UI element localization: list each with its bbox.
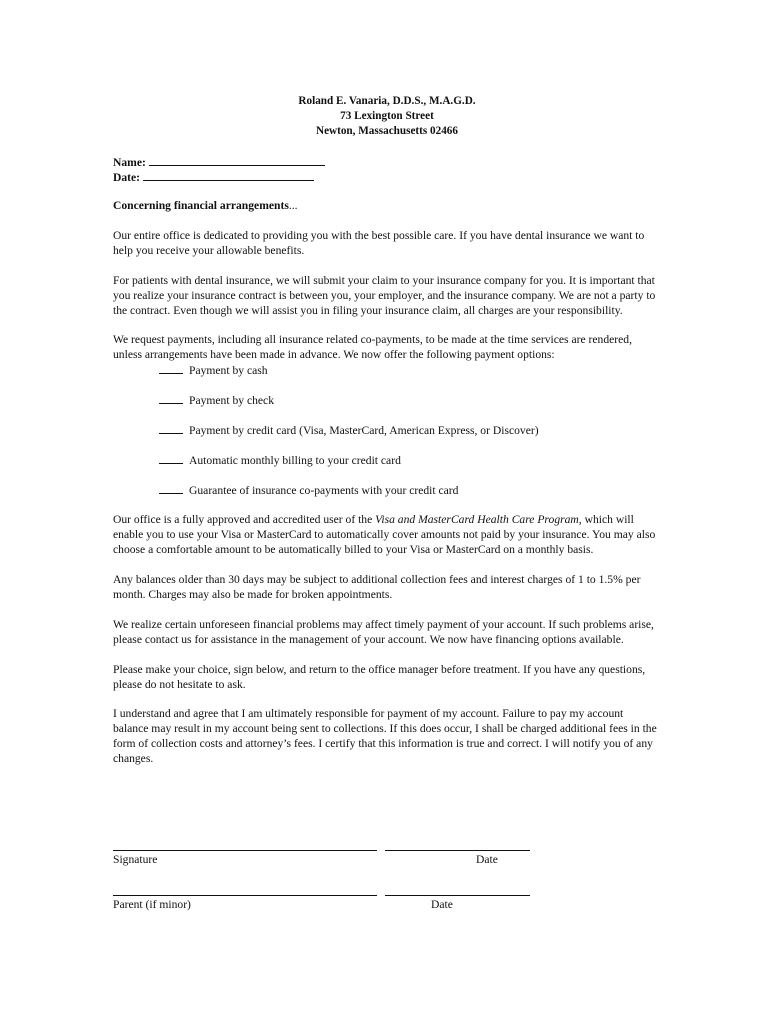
- paragraph-financial-problems: We realize certain unforeseen financial problems may affect timely payment of your account. If such problems arise, please contact us for assistance in the management of your account. We now have financing options available.: [113, 617, 654, 646]
- street-address: 73 Lexington Street: [340, 110, 434, 122]
- letterhead: [113, 94, 661, 139]
- option-blank[interactable]: [159, 363, 183, 374]
- parent-date-line[interactable]: [385, 887, 530, 896]
- doctor-name: Roland E. Vanaria, D.D.S., M.A.G.D.: [298, 95, 476, 107]
- payment-options: [159, 363, 661, 498]
- option-check: [159, 393, 661, 408]
- paragraph-agreement: I understand and agree that I am ultimately responsible for payment of my account. Failure to pay my account balance may result in my account being sent to collections. If this does occur, I shall be charged additional fees in the form of collection costs and attorney’s fees. I certify that this information is true and correct. I will notify you of any changes.: [113, 707, 657, 766]
- option-co-payment-guarantee: [159, 483, 661, 498]
- signature-label: Signature: [113, 853, 158, 866]
- option-blank[interactable]: [159, 423, 183, 434]
- paragraph-balances: Any balances older than 30 days may be subject to additional collection fees and interest charges of 1 to 1.5% per month. Charges may also be made for broken appointments.: [113, 572, 641, 601]
- city-state-zip: Newton, Massachusetts 02466: [315, 125, 458, 137]
- visa-program-name: Visa and MasterCard Health Care Program,: [375, 513, 582, 527]
- name-row: [113, 154, 661, 169]
- subject-ellipsis: ...: [288, 199, 298, 212]
- letter-body: [113, 94, 661, 767]
- name-field[interactable]: [149, 154, 325, 166]
- option-blank[interactable]: [159, 483, 183, 494]
- subject-line: [113, 199, 661, 214]
- option-monthly-billing: [159, 453, 661, 468]
- option-blank[interactable]: [159, 393, 183, 404]
- paragraph-insurance: For patients with dental insurance, we will submit your claim to your insurance company for you. It is important that you realize your insurance contract is between you, your employer, and the insurance company. We are not a party to the contract. Even though we will assist you in filing your insurance claim, all charges are your responsibility.: [113, 273, 656, 317]
- paragraph-visa-program: [113, 513, 661, 558]
- option-label: Payment by check: [189, 394, 274, 408]
- date-field[interactable]: [143, 169, 314, 181]
- parent-label: Parent (if minor): [113, 898, 191, 911]
- name-label: Name:: [113, 156, 146, 169]
- option-label: Guarantee of insurance co-payments with your credit card: [189, 484, 459, 498]
- signature-date-label: Date: [476, 853, 498, 866]
- option-blank[interactable]: [159, 453, 183, 464]
- parent-signature-block: [113, 887, 533, 913]
- option-label: Automatic monthly billing to your credit card: [189, 454, 401, 468]
- date-row: [113, 169, 661, 184]
- patient-fields: [113, 154, 661, 184]
- parent-signature-line[interactable]: [113, 887, 377, 896]
- signature-line[interactable]: [113, 842, 377, 851]
- option-label: Payment by credit card (Visa, MasterCard, American Express, or Discover): [189, 424, 539, 438]
- signature-block: [113, 842, 533, 868]
- option-label: Payment by cash: [189, 364, 268, 378]
- visa-text-after: which will enable you to use your Visa or MasterCard to automatically cover amounts not paid by your insurance. You may also choose a comfortable amount to be automatically billed to your Visa or MasterCard on a monthly basis.: [113, 513, 656, 557]
- paragraph-intro: Our entire office is dedicated to providing you with the best possible care. If you have dental insurance we want to help you receive your allowable benefits.: [113, 228, 645, 257]
- signature-date-line[interactable]: [385, 842, 530, 851]
- option-cash: [159, 363, 661, 378]
- paragraph-instructions: Please make your choice, sign below, and return to the office manager before treatment. If you have any questions, please do not hesitate to ask.: [113, 662, 646, 691]
- date-label: Date:: [113, 171, 141, 184]
- option-credit-card: [159, 423, 661, 438]
- subject-title: Concerning financial arrangements: [113, 199, 289, 212]
- parent-date-label: Date: [431, 898, 453, 911]
- visa-text-before: Our office is a fully approved and accredited user of the: [113, 513, 376, 527]
- paragraph-payments: We request payments, including all insurance related co-payments, to be made at the time services are rendered, unless arrangements have been made in advance. We now offer the following payment options:: [113, 333, 632, 362]
